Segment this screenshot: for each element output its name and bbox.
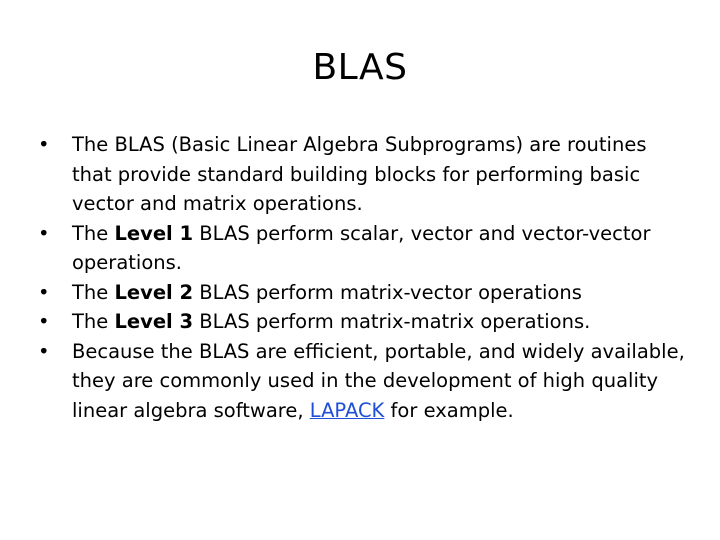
bullet-icon: • bbox=[38, 280, 50, 304]
bullet-icon: • bbox=[38, 221, 50, 245]
bullet-text-prefix: Because the BLAS are efficient, portable, and widely available, they are commonly used in the development of high quality linear algebra software, bbox=[72, 339, 685, 422]
bullet-item bbox=[36, 278, 686, 308]
bullet-item bbox=[36, 337, 686, 426]
bullet-item bbox=[36, 307, 686, 337]
bullet-icon: • bbox=[38, 133, 50, 156]
slide-title: BLAS bbox=[312, 47, 408, 88]
bullet-text-suffix: BLAS perform scalar, vector and vector-vector operations. bbox=[72, 221, 651, 274]
bullet-text-bold: Level 3 bbox=[114, 310, 194, 333]
bullet-icon: • bbox=[38, 310, 50, 333]
bullet-list bbox=[36, 130, 686, 425]
bullet-text-bold: Level 1 bbox=[114, 221, 194, 245]
bullet-icon: • bbox=[38, 339, 50, 363]
bullet-text-prefix: The bbox=[72, 221, 115, 245]
bullet-text-prefix: The bbox=[72, 310, 115, 333]
bullet-item bbox=[36, 130, 686, 219]
bullet-text-suffix: BLAS perform matrix-vector operations bbox=[193, 280, 582, 304]
bullet-text-prefix: The bbox=[72, 280, 115, 304]
bullet-item bbox=[36, 219, 686, 278]
bullet-text-suffix: for example. bbox=[384, 398, 514, 422]
lapack-link[interactable]: LAPACK bbox=[309, 398, 385, 422]
bullet-text: The BLAS (Basic Linear Algebra Subprograms) are routines that provide standard building blocks for performing basic vector and matrix operations. bbox=[72, 133, 647, 215]
bullet-text-bold: Level 2 bbox=[114, 280, 194, 304]
bullet-text-suffix: BLAS perform matrix-matrix operations. bbox=[193, 310, 591, 333]
